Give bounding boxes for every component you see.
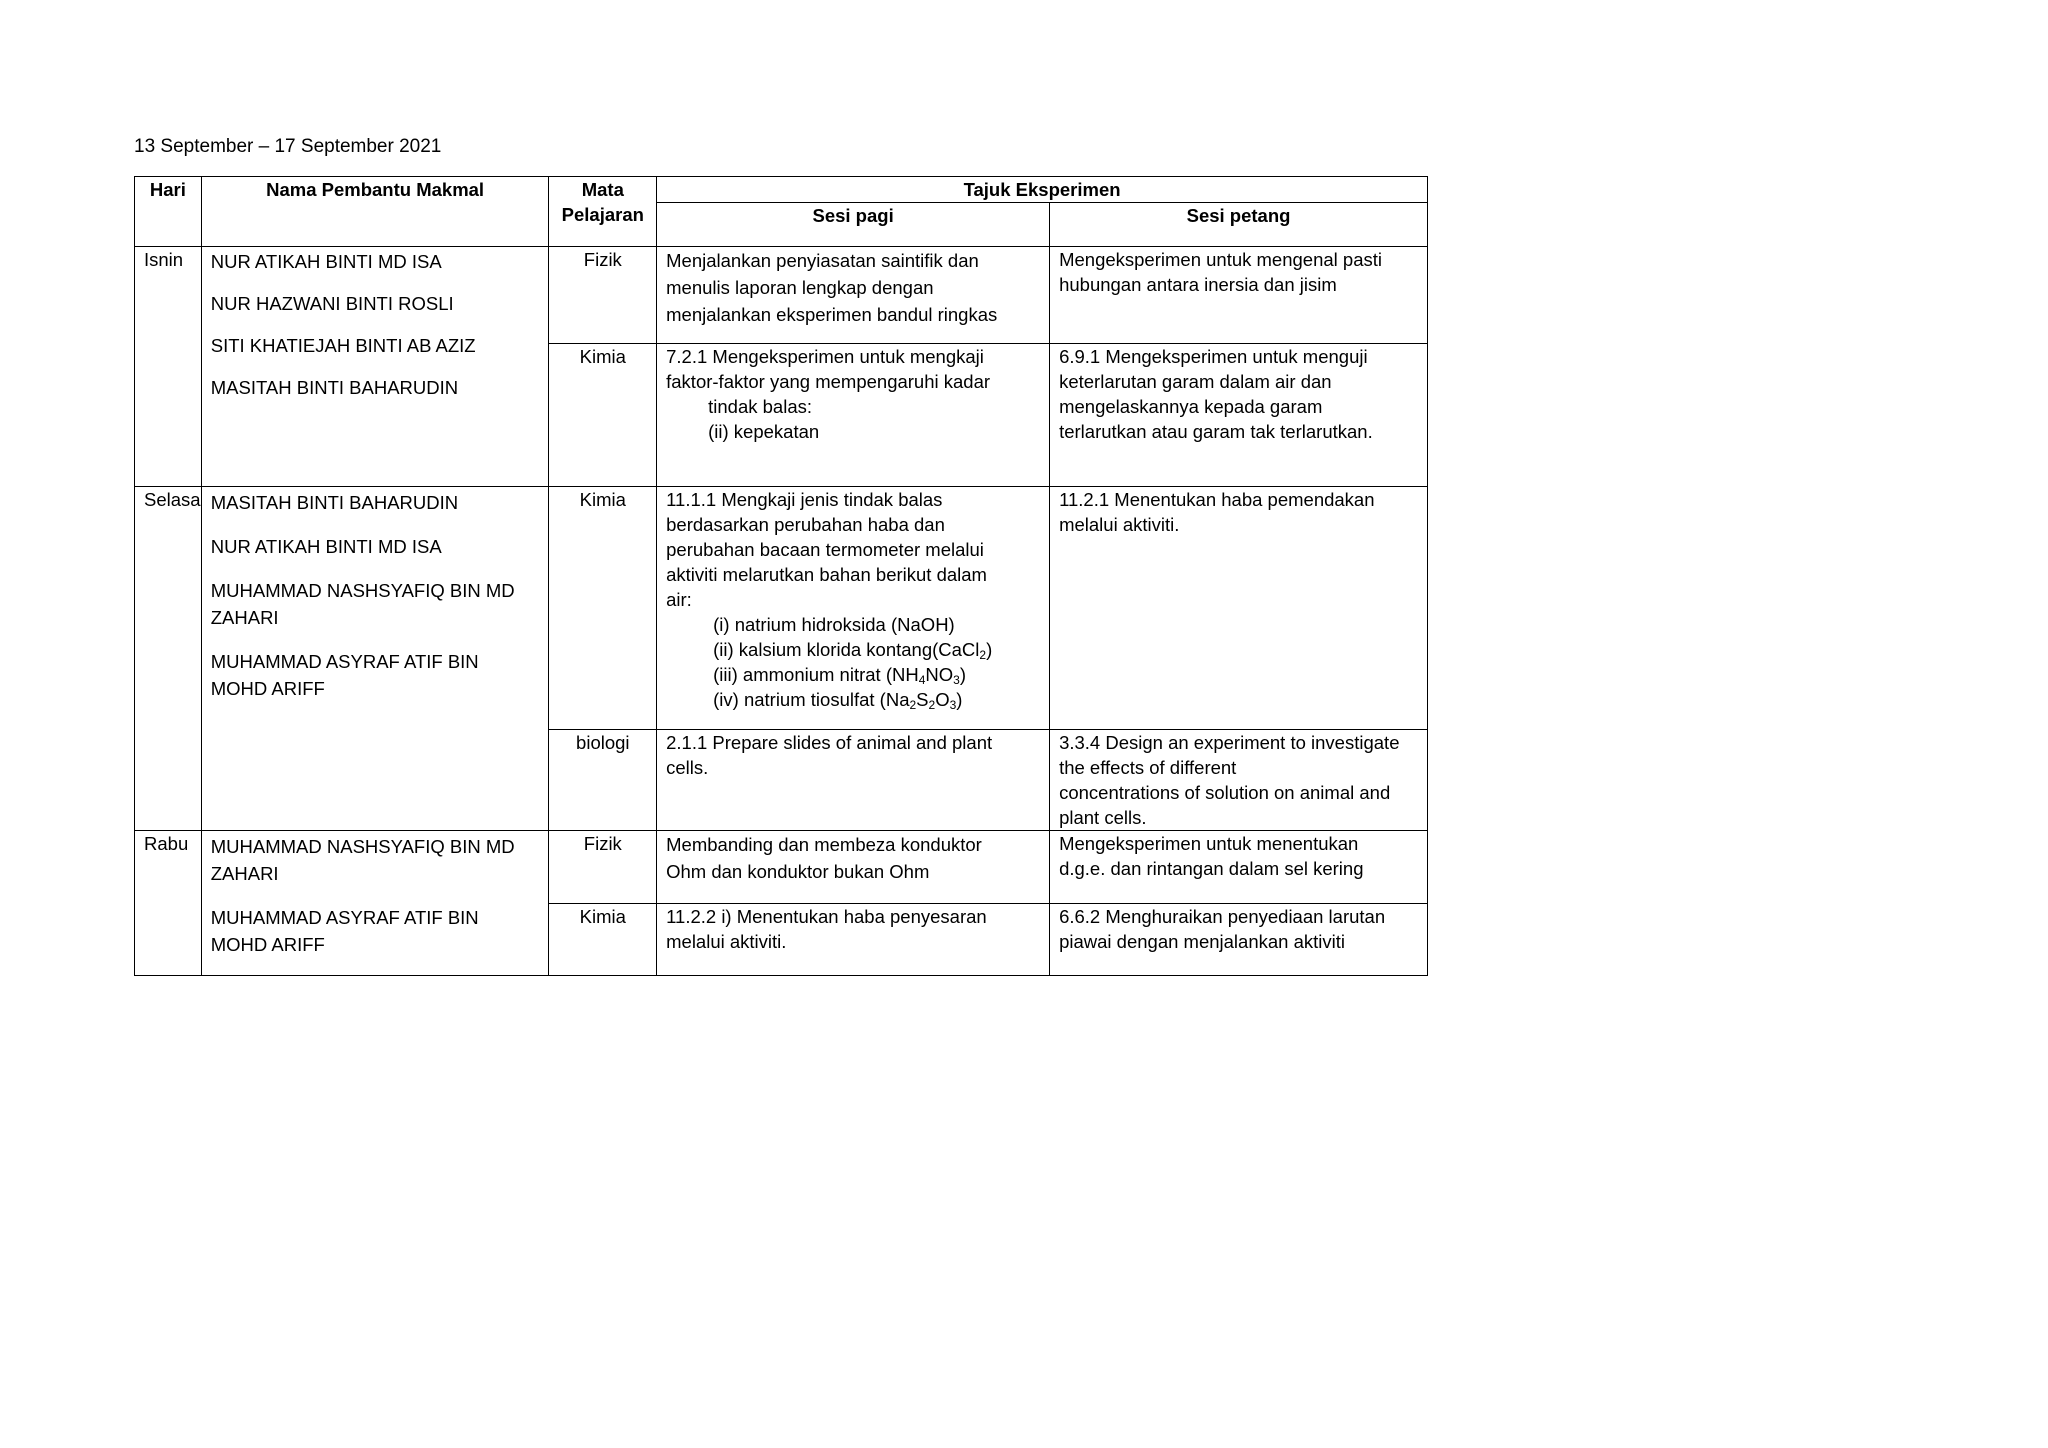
petang-line: mengelaskannya kepada garam <box>1059 396 1323 417</box>
petang-line: Mengeksperimen untuk mengenal pasti <box>1059 249 1382 270</box>
pagi-line: cells. <box>666 757 709 778</box>
date-range-heading: 13 September – 17 September 2021 <box>134 136 442 157</box>
petang-cell <box>1050 831 1428 904</box>
pagi-line: perubahan bacaan termometer melalui <box>666 539 984 560</box>
petang-line: plant cells. <box>1059 807 1147 828</box>
pagi-list-item: (i) natrium hidroksida (NaOH) <box>713 614 955 635</box>
pagi-list-item <box>666 687 1040 712</box>
petang-line: piawai dengan menjalankan aktiviti <box>1059 931 1345 953</box>
subject-cell: Kimia <box>549 904 657 976</box>
subscript: 2 <box>909 698 917 712</box>
subject-cell: biologi <box>549 730 657 831</box>
experiment-schedule-table <box>134 176 1428 976</box>
subject-cell: Kimia <box>549 344 657 487</box>
pagi-line: Menjalankan penyiasatan saintifik dan <box>666 250 979 271</box>
pagi-line: 11.1.1 Mengkaji jenis tindak balas <box>666 489 943 510</box>
pagi-line: aktiviti melarutkan bahan berikut dalam <box>666 564 987 585</box>
petang-line: 3.3.4 Design an experiment to investigate <box>1059 732 1400 753</box>
pagi-list-item <box>666 662 1040 687</box>
staff-name: MASITAH BINTI BAHARUDIN <box>210 492 459 513</box>
pagi-cell <box>657 904 1050 976</box>
petang-line: 6.6.2 Menghuraikan penyediaan larutan <box>1059 906 1386 928</box>
table-row <box>135 487 1428 730</box>
list-text: NO <box>925 664 954 685</box>
petang-line: the effects of different <box>1059 757 1237 778</box>
list-text: (iv) natrium tiosulfat (Na <box>713 689 910 710</box>
staff-name: MUHAMMAD ASYRAF ATIF BIN MOHD ARIFF <box>210 651 479 699</box>
subscript: 2 <box>979 648 987 662</box>
pagi-line: air: <box>666 589 692 610</box>
list-text: O <box>935 689 950 710</box>
header-pagi: Sesi pagi <box>657 203 1050 247</box>
header-hari: Hari <box>135 177 202 247</box>
pagi-cell <box>657 344 1050 487</box>
staff-name: MUHAMMAD ASYRAF ATIF BIN MOHD ARIFF <box>210 907 479 955</box>
list-text: (iii) ammonium nitrat (NH <box>713 664 919 685</box>
header-mata-line1: Mata <box>581 179 624 200</box>
staff-name: NUR ATIKAH BINTI MD ISA <box>210 251 442 272</box>
subject-cell: Fizik <box>549 831 657 904</box>
header-mata-line2: Pelajaran <box>561 204 644 225</box>
pagi-line: melalui aktiviti. <box>666 931 787 953</box>
subscript: 3 <box>953 673 960 687</box>
list-text: ) <box>959 664 966 685</box>
subject-cell: Kimia <box>549 487 657 730</box>
petang-line: 6.9.1 Mengeksperimen untuk menguji <box>1059 346 1368 367</box>
subscript: 3 <box>949 698 957 712</box>
pagi-cell <box>657 487 1050 730</box>
pagi-line: Ohm dan konduktor bukan Ohm <box>666 861 930 882</box>
list-text: ) <box>986 639 993 660</box>
pagi-line: 7.2.1 Mengeksperimen untuk mengkaji <box>666 346 984 367</box>
pagi-line: Membanding dan membeza konduktor <box>666 834 982 855</box>
header-tajuk: Tajuk Eksperimen <box>657 177 1428 203</box>
staff-name: MUHAMMAD NASHSYAFIQ BIN MD ZAHARI <box>210 836 515 884</box>
pagi-line: 11.2.2 i) Menentukan haba penyesaran <box>666 906 987 928</box>
petang-cell <box>1050 487 1428 730</box>
staff-name: MASITAH BINTI BAHARUDIN <box>210 377 459 398</box>
pagi-list-item <box>666 637 1040 662</box>
pagi-line: menulis laporan lengkap dengan <box>666 277 934 298</box>
staff-name: NUR ATIKAH BINTI MD ISA <box>210 536 442 557</box>
header-row-1 <box>135 177 1428 203</box>
pagi-line: 2.1.1 Prepare slides of animal and plant <box>666 732 993 753</box>
table-row <box>135 247 1428 344</box>
pagi-line: berdasarkan perubahan haba dan <box>666 514 945 535</box>
subscript: 4 <box>918 673 926 687</box>
pagi-line: (ii) kepekatan <box>708 421 820 442</box>
petang-cell <box>1050 247 1428 344</box>
petang-line: 11.2.1 Menentukan haba pemendakan <box>1059 489 1375 510</box>
list-text: S <box>916 689 929 710</box>
petang-cell <box>1050 904 1428 976</box>
staff-cell <box>201 831 549 976</box>
subscript: 2 <box>928 698 936 712</box>
pagi-cell <box>657 247 1050 344</box>
petang-line: Mengeksperimen untuk menentukan <box>1059 833 1359 854</box>
petang-cell <box>1050 344 1428 487</box>
day-cell: Rabu <box>135 831 202 976</box>
staff-name: SITI KHATIEJAH BINTI AB AZIZ <box>210 335 476 356</box>
petang-line: melalui aktiviti. <box>1059 514 1180 535</box>
pagi-line: tindak balas: <box>708 396 812 417</box>
petang-line: terlarutkan atau garam tak terlarutkan. <box>1059 421 1373 442</box>
petang-line: hubungan antara inersia dan jisim <box>1059 274 1337 295</box>
staff-name: MUHAMMAD NASHSYAFIQ BIN MD ZAHARI <box>210 580 515 628</box>
table-row <box>135 831 1428 904</box>
day-cell: Selasa <box>135 487 202 831</box>
pagi-line: faktor-faktor yang mempengaruhi kadar <box>666 371 991 392</box>
petang-cell <box>1050 730 1428 831</box>
petang-line: d.g.e. dan rintangan dalam sel kering <box>1059 858 1364 879</box>
staff-cell <box>201 487 549 831</box>
staff-cell <box>201 247 549 487</box>
pagi-cell <box>657 730 1050 831</box>
petang-line: keterlarutan garam dalam air dan <box>1059 371 1332 392</box>
header-petang: Sesi petang <box>1050 203 1428 247</box>
header-nama: Nama Pembantu Makmal <box>201 177 549 247</box>
header-mata <box>549 177 657 247</box>
staff-name: NUR HAZWANI BINTI ROSLI <box>210 293 454 314</box>
pagi-line: menjalankan eksperimen bandul ringkas <box>666 304 998 325</box>
list-text: (ii) kalsium klorida kontang(CaCl <box>713 639 980 660</box>
subject-cell: Fizik <box>549 247 657 344</box>
pagi-cell <box>657 831 1050 904</box>
list-text: ) <box>956 689 963 710</box>
petang-line: concentrations of solution on animal and <box>1059 782 1391 803</box>
day-cell: Isnin <box>135 247 202 487</box>
